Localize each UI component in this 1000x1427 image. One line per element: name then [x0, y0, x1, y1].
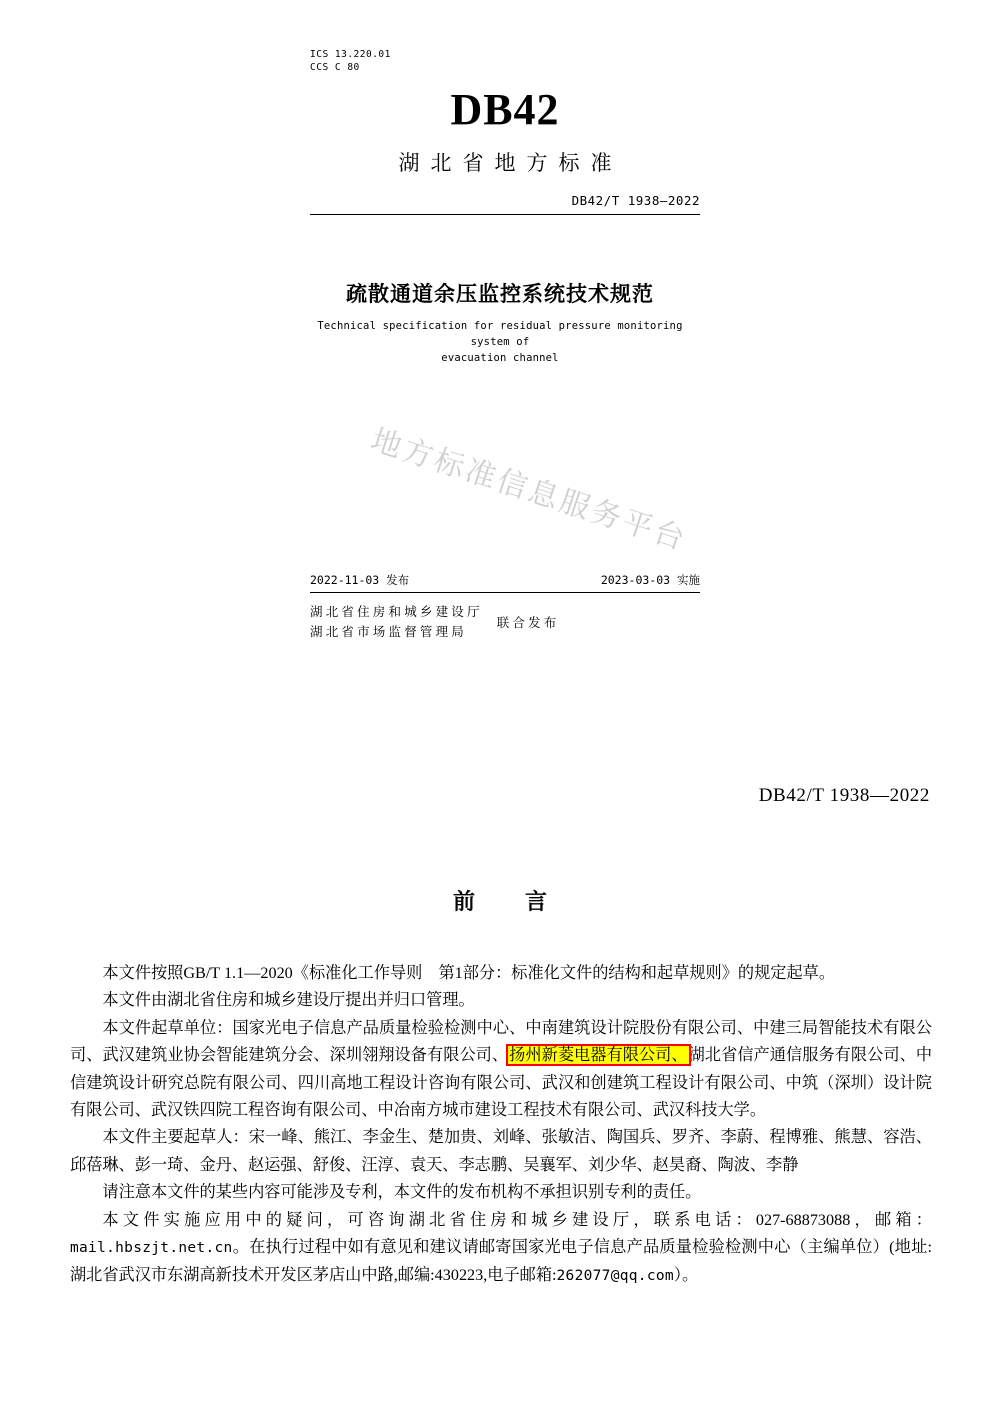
document-title-cn: 疏散通道余压监控系统技术规范	[346, 283, 654, 306]
paragraph-5: 请注意本文件的某些内容可能涉及专利，本文件的发布机构不承担识别专利的责任。	[102, 1183, 702, 1202]
ccs-line: CCS C 80	[310, 62, 360, 73]
watermark-text: 地方标准信息服务平台	[367, 423, 692, 557]
contact-email-1: mail.hbszjt.net.cn	[70, 1240, 233, 1257]
standard-series-name: 湖北省地方标准	[398, 152, 623, 175]
publisher-line-1: 湖北省住房和城乡建设厅	[310, 605, 483, 619]
cover-divider	[310, 214, 700, 215]
standard-series-number: DB42	[450, 85, 560, 134]
paragraph-6-part2: 。在执行过程中如有意见和建议请邮寄国家光电子信息产品质量检验检测中心（主编单位）(地址:湖北省武汉市东湖高新技术开发区茅店山中路,邮编:430223,电子邮箱:	[70, 1238, 932, 1285]
paragraph-3-part1: 本文件起草单位：国家光电子信息产品质量检验检测中心、中南建筑设计院股份有限公司、中建三局智能技术有限公司、武汉建筑业协会智能建筑分会、深圳翎翔设备有限公司、	[70, 1018, 932, 1065]
paragraph-3	[70, 1015, 932, 1125]
ics-line: ICS 13.220.01	[310, 49, 391, 60]
issue-date: 2022-11-03 发布	[310, 573, 410, 587]
document-title-en-line1: Technical specification for residual pressure monitoring system of	[317, 320, 683, 348]
document-title-en	[300, 318, 700, 366]
document-title-en-line2: evacuation channel	[441, 352, 559, 364]
paragraph-2: 本文件由湖北省住房和城乡建设厅提出并归口管理。	[102, 991, 475, 1010]
cover-header-block	[310, 48, 700, 215]
dates-divider	[310, 592, 700, 593]
paragraph-1: 本文件按照GB/T 1.1—2020《标准化工作导则 第1部分：标准化文件的结构和起草规则》的规定起草。	[102, 964, 836, 982]
paragraph-3-part2: 湖北省信产通信服务有限公司、中信建筑设计研究总院有限公司、四川高地工程设计咨询有限公司、武汉和创建筑工程设计有限公司、中筑（深圳）设计院有限公司、武汉铁四院工程咨询有限公司、中冶南方城市建设工程技术有限公司、武汉科技大学。	[70, 1046, 933, 1120]
ics-classification	[310, 48, 700, 74]
publication-dates	[310, 572, 700, 588]
contact-email-2: 262077@qq.com	[556, 1268, 674, 1285]
foreword-body	[70, 960, 932, 1291]
joint-publish-label: 联合发布	[496, 616, 560, 630]
publisher-line-2: 湖北省市场监督管理局	[310, 625, 468, 639]
page2-header-code: DB42/T 1938—2022	[758, 785, 930, 806]
paragraph-6-part1: 本文件实施应用中的疑问，可咨询湖北省住房和城乡建设厅，联系电话：027-68873088，邮箱：	[102, 1210, 932, 1229]
highlighted-company-name: 扬州新菱电器有限公司、	[509, 1046, 688, 1065]
publisher-block	[310, 602, 700, 642]
standard-code: DB42/T 1938—2022	[571, 193, 700, 208]
publisher-names	[310, 602, 483, 642]
paragraph-4: 本文件主要起草人：宋一峰、熊江、李金生、楚加贵、刘峰、张敏洁、陶国兵、罗齐、李蔚、程博雅、熊慧、容浩、邱蓓琳、彭一琦、金丹、赵运强、舒俊、汪淳、袁天、李志鹏、吴襄军、刘少华、赵昊裔、陶波、李静	[70, 1128, 932, 1174]
foreword-heading: 前 言	[452, 889, 561, 914]
paragraph-6	[70, 1207, 932, 1291]
paragraph-6-part3: ）。	[673, 1266, 699, 1285]
effective-date: 2023-03-03 实施	[600, 573, 700, 587]
